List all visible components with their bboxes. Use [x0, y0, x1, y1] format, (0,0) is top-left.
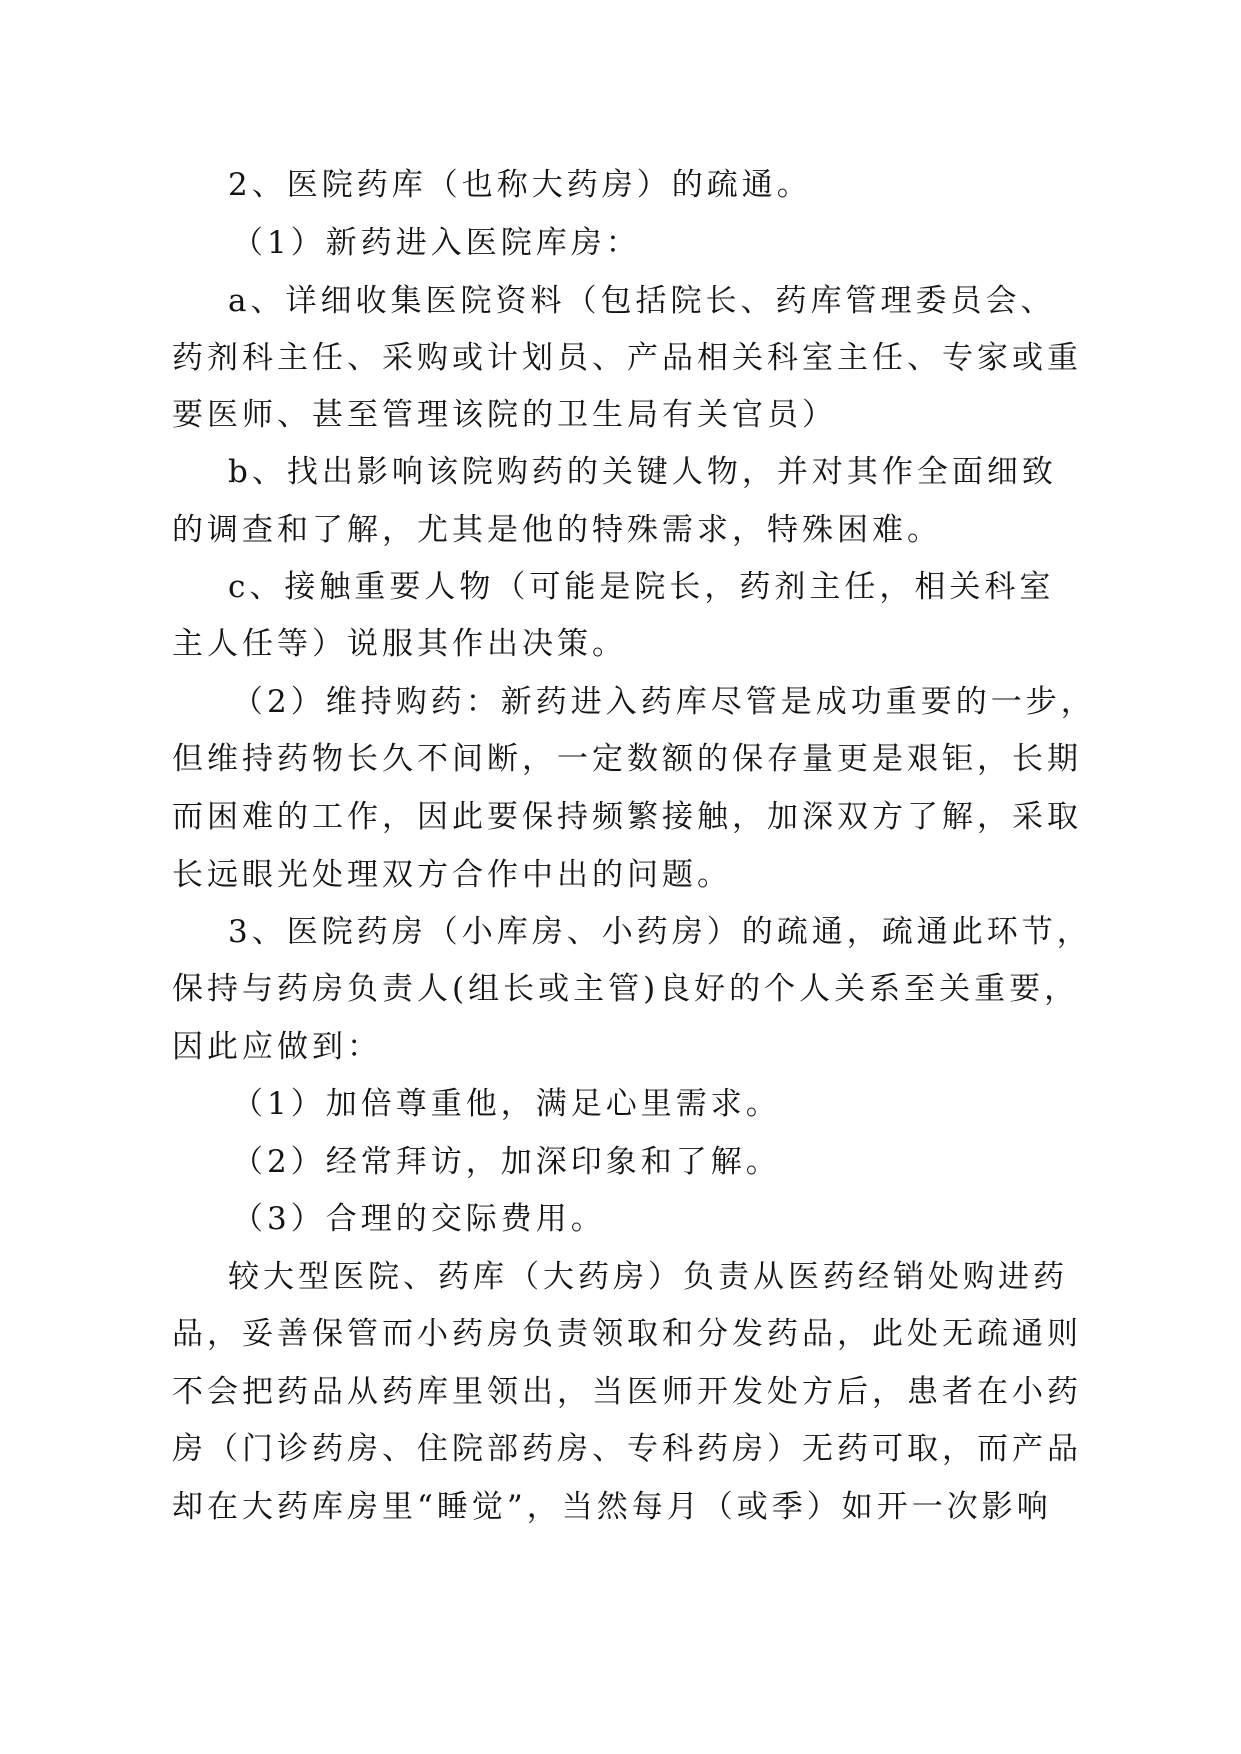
text-line: 3、医院药房（小库房、小药房）的疏通，疏通此环节， — [228, 914, 1092, 950]
text-line: 主人任等）说服其作出决策。 — [172, 626, 627, 662]
text-line: 保持与药房负责人(组长或主管)良好的个人关系至关重要， — [172, 971, 1080, 1007]
text-line: 的调查和了解，尤其是他的特殊需求，特殊困难。 — [172, 512, 942, 548]
text-line: （2）维持购药：新药进入药库尽管是成功重要的一步， — [232, 684, 1096, 720]
text-line: 因此应做到： — [172, 1029, 382, 1065]
text-line: 但维持药物长久不间断，一定数额的保存量更是艰钜，长期 — [172, 741, 1082, 777]
text-line: 2、医院药库（也称大药房）的疏通。 — [228, 167, 812, 203]
text-line: c、接触重要人物（可能是院长，药剂主任，相关科室 — [228, 569, 1055, 605]
text-line: 却在大药库房里“睡觉”，当然每月（或季）如开一次影响 — [172, 1489, 1052, 1525]
text-line: 要医师、甚至管理该院的卫生局有关官员） — [172, 397, 837, 433]
text-line: b、找出影响该院购药的关键人物，并对其作全面细致 — [228, 454, 1057, 490]
text-line: （1）新药进入医院库房： — [232, 225, 641, 261]
text-line: 房（门诊药房、住院部药房、专科药房）无药可取，而产品 — [172, 1431, 1082, 1467]
text-line: a、详细收集医院资料（包括院长、药库管理委员会、 — [228, 283, 1056, 319]
text-line: 较大型医院、药库（大药房）负责从医药经销处购进药 — [228, 1259, 1068, 1295]
text-line: 不会把药品从药库里领出，当医师开发处方后，患者在小药 — [172, 1374, 1082, 1410]
text-line: 药剂科主任、采购或计划员、产品相关科室主任、专家或重 — [172, 340, 1082, 376]
text-line: （1）加倍尊重他，满足心里需求。 — [232, 1086, 781, 1122]
text-line: 而困难的工作，因此要保持频繁接触，加深双方了解，采取 — [172, 799, 1082, 835]
text-line: （2）经常拜访，加深印象和了解。 — [232, 1144, 781, 1180]
text-line: 长远眼光处理双方合作中出的问题。 — [172, 857, 732, 893]
text-line: 品，妥善保管而小药房负责领取和分发药品，此处无疏通则 — [172, 1316, 1082, 1352]
text-line: （3）合理的交际费用。 — [232, 1201, 606, 1237]
